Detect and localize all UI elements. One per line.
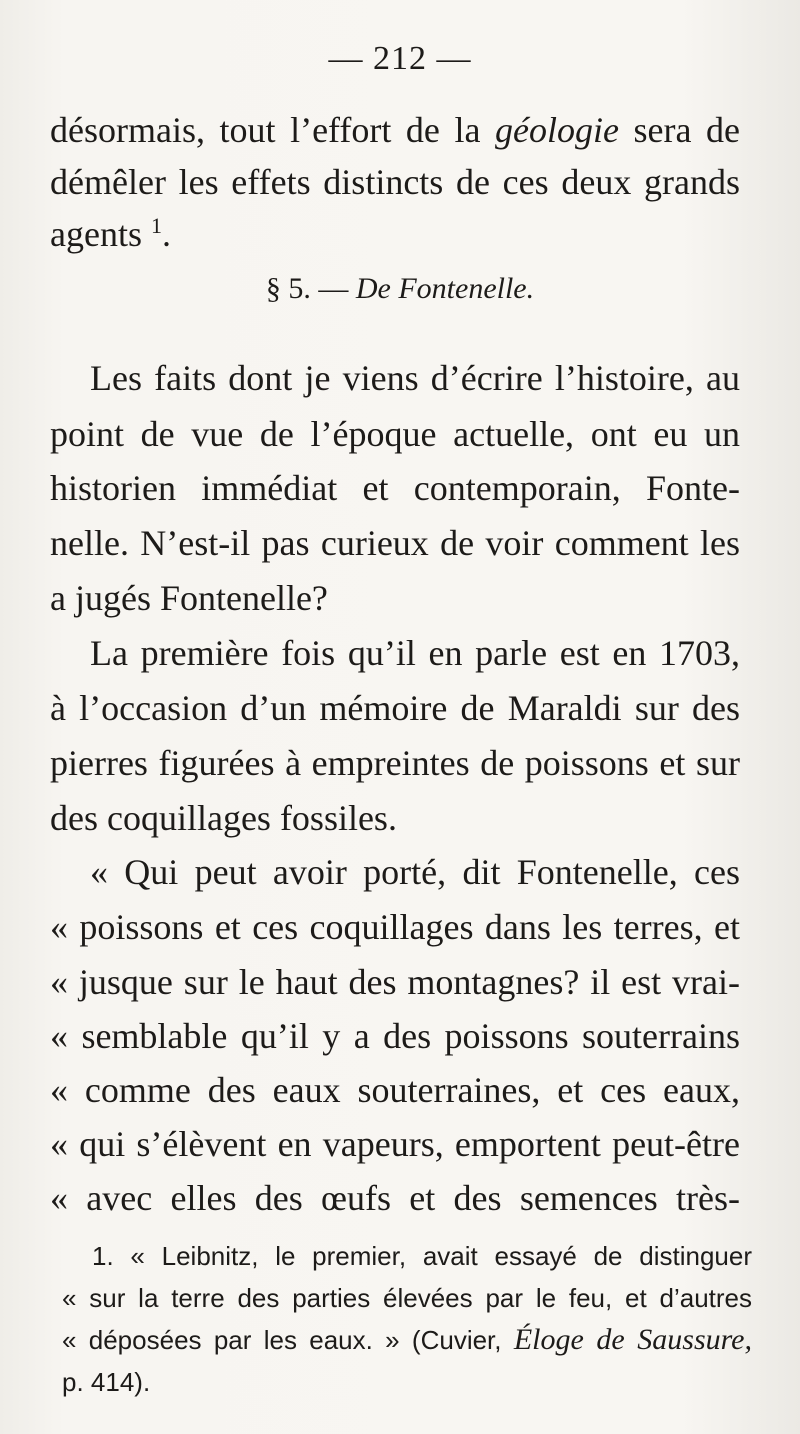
footnote-work-title: Éloge de Saussure, bbox=[513, 1323, 752, 1356]
footnote-line: p. 414). bbox=[62, 1367, 151, 1397]
footnote-line: « sur la terre des parties élevées par le feu, et d’autres bbox=[62, 1283, 752, 1313]
section-title: De Fontenelle. bbox=[355, 272, 535, 305]
text-segment: . bbox=[161, 214, 171, 254]
page-number: — 212 — bbox=[328, 40, 472, 77]
text-line bbox=[50, 208, 740, 260]
text-segment: agents bbox=[50, 214, 151, 254]
italic-term: géologie bbox=[495, 110, 619, 150]
quotation-line: « comme des eaux souterraines, et ces eaux, bbox=[50, 1070, 740, 1110]
footnote-line: 1. « Leibnitz, le premier, avait essayé de distinguer bbox=[92, 1241, 752, 1271]
quotation-line: « jusque sur le haut des montagnes? il est vrai- bbox=[50, 962, 740, 1002]
quotation-line: « Qui peut avoir porté, dit Fontenelle, ces bbox=[90, 852, 740, 892]
footnote-segment: « déposées par les eaux. » (Cuvier, bbox=[62, 1325, 514, 1355]
quotation-line: « semblable qu’il y a des poissons souterrains bbox=[50, 1016, 740, 1056]
paragraph-line: nelle. N’est-il pas curieux de voir comment les bbox=[50, 523, 740, 563]
quotation-line: « avec elles des œufs et des semences très- bbox=[50, 1178, 740, 1218]
paragraph-line: point de vue de l’époque actuelle, ont eu un bbox=[50, 414, 740, 454]
text-segment: désormais, tout l’effort de la bbox=[50, 110, 495, 150]
paragraph-line: a jugés Fontenelle? bbox=[50, 578, 328, 618]
footnote-reference: 1 bbox=[150, 213, 162, 238]
quotation-line: « qui s’élèvent en vapeurs, emportent peut-être bbox=[50, 1124, 740, 1164]
paragraph-line: pierres figurées à empreintes de poissons et sur bbox=[50, 743, 740, 783]
section-number: § 5. — bbox=[265, 272, 356, 305]
paragraph-line: La première fois qu’il en parle est en 1703, bbox=[90, 633, 740, 673]
paragraph-line: historien immédiat et contemporain, Fonte- bbox=[50, 468, 740, 508]
paragraph-line: à l’occasion d’un mémoire de Maraldi sur des bbox=[50, 688, 740, 728]
paragraph-line: Les faits dont je viens d’écrire l’histoire, au bbox=[90, 358, 740, 398]
section-heading bbox=[0, 272, 800, 306]
text-segment: sera de bbox=[618, 110, 741, 150]
text-line bbox=[50, 104, 740, 156]
footnote-line bbox=[62, 1320, 752, 1360]
quotation-line: « poissons et ces coquillages dans les terres, et bbox=[50, 907, 740, 947]
paragraph-line: des coquillages fossiles. bbox=[50, 798, 397, 838]
text-line: démêler les effets distincts de ces deux grands bbox=[50, 162, 740, 202]
